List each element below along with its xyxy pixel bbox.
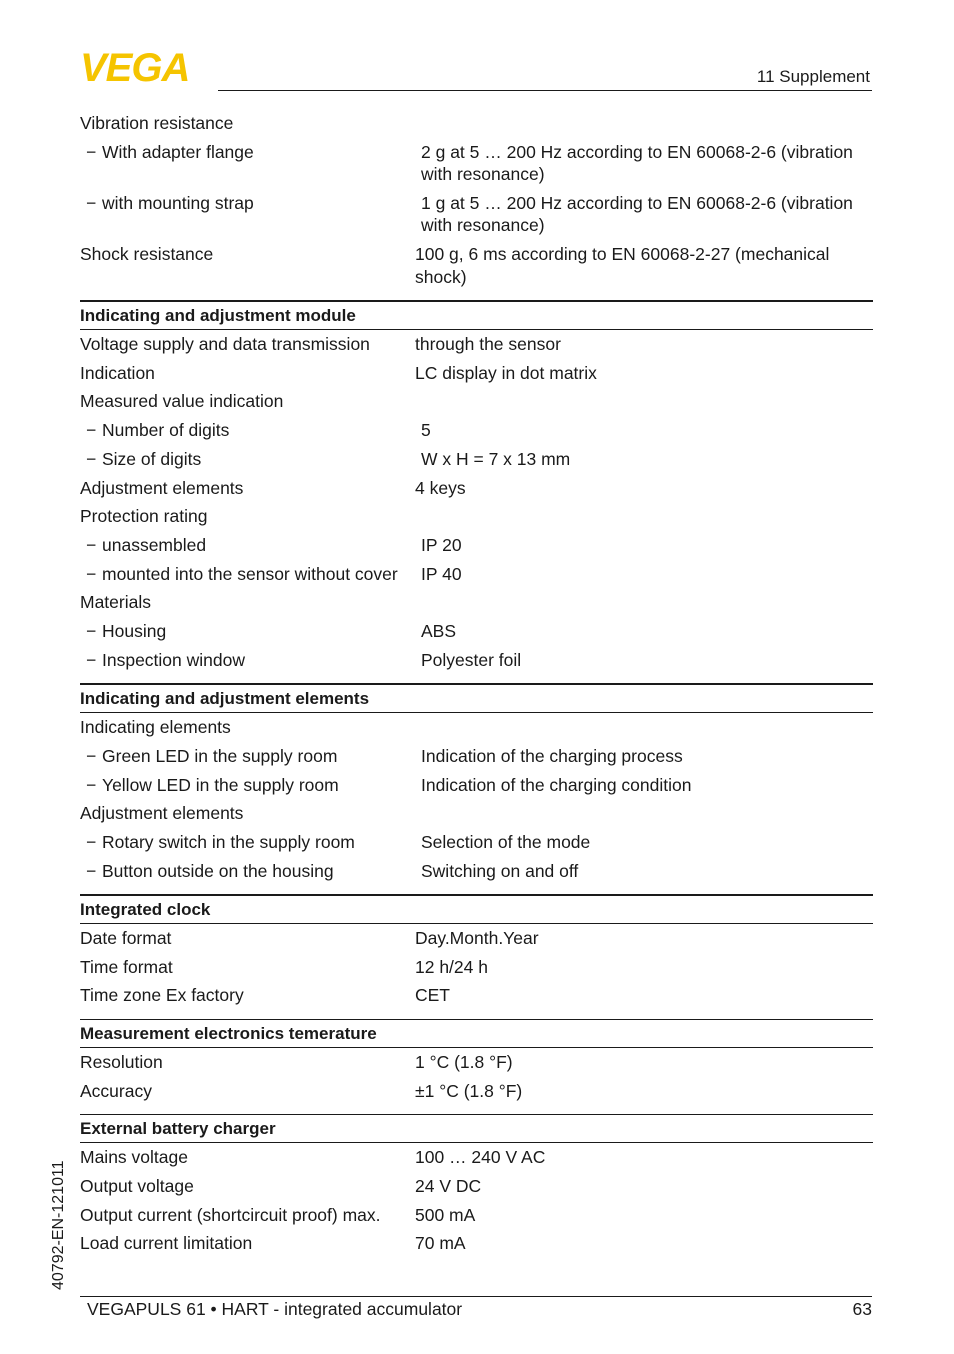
spec-value (415, 505, 873, 528)
spec-label-text: Measured value indication (80, 391, 284, 412)
spec-value: CET (415, 985, 450, 1006)
spec-row (80, 591, 873, 614)
spec-label-text: Button outside on the housing (102, 860, 334, 881)
list-dash-icon: − (86, 860, 97, 881)
section-heading: Indicating and adjustment module (80, 300, 873, 330)
list-dash-icon: − (86, 649, 97, 670)
spec-label (80, 563, 421, 586)
footer-divider (80, 1296, 872, 1297)
spec-value: ±1 °C (1.8 °F) (415, 1080, 523, 1101)
list-dash-icon: − (86, 620, 97, 641)
list-dash-icon: − (86, 420, 97, 441)
spec-label-text: Materials (80, 592, 151, 613)
spec-row (80, 620, 873, 643)
spec-label (80, 192, 421, 237)
spec-label (80, 1175, 415, 1198)
spec-label (80, 774, 421, 797)
spec-row (80, 774, 873, 797)
spec-row (80, 390, 873, 413)
section-heading: Measurement electronics temerature (80, 1019, 873, 1048)
spec-label-text: Indicating elements (80, 717, 231, 738)
list-dash-icon: − (86, 831, 97, 852)
spec-label-text: Yellow LED in the supply room (102, 774, 339, 795)
spec-row (80, 745, 873, 768)
spec-row (80, 534, 873, 557)
header-section-title: 11 Supplement (756, 67, 870, 86)
spec-value: IP 20 (421, 534, 462, 555)
spec-row (80, 1080, 873, 1103)
page-number: 63 (852, 1299, 872, 1319)
section-heading: External battery charger (80, 1114, 873, 1143)
spec-label-text: Inspection window (102, 649, 245, 670)
spec-row (80, 1175, 873, 1198)
spec-value: Indication of the charging process (421, 745, 683, 766)
spec-label (80, 927, 415, 950)
spec-row (80, 831, 873, 854)
spec-row (80, 333, 873, 356)
list-dash-icon: − (86, 192, 97, 213)
spec-row (80, 1051, 873, 1074)
spec-label-text: Number of digits (102, 420, 230, 441)
spec-row (80, 927, 873, 950)
list-dash-icon: − (86, 534, 97, 555)
spec-label-text: Adjustment elements (80, 803, 244, 824)
footer-title: VEGAPULS 61 • HART - integrated accumulator (87, 1299, 463, 1319)
spec-value: 100 … 240 V AC (415, 1147, 546, 1168)
spec-row (80, 984, 873, 1007)
spec-value: Selection of the mode (421, 831, 591, 852)
spec-value: Day.Month.Year (415, 928, 539, 949)
spec-value (415, 716, 873, 739)
spec-label (80, 1051, 415, 1074)
spec-label-text: Output current (shortcircuit proof) max. (80, 1204, 381, 1225)
spec-value: 2 g at 5 … 200 Hz according to EN 60068-2-6 (vibration with resonance) (421, 141, 853, 185)
spec-label (80, 1080, 415, 1103)
spec-row (80, 477, 873, 500)
spec-label-text: Housing (102, 620, 167, 641)
spec-value: 70 mA (415, 1233, 466, 1254)
spec-row (80, 802, 873, 825)
header-divider (218, 90, 872, 91)
spec-value: Polyester foil (421, 649, 522, 670)
spec-value: 1 g at 5 … 200 Hz according to EN 60068-2-6 (vibration with resonance) (421, 192, 853, 236)
list-dash-icon: − (86, 563, 97, 584)
spec-row (80, 860, 873, 883)
spec-row (80, 649, 873, 672)
spec-value: 4 keys (415, 477, 466, 498)
spec-label-text: Load current limitation (80, 1233, 253, 1254)
spec-value: 500 mA (415, 1204, 476, 1225)
spec-label-text: Accuracy (80, 1080, 152, 1101)
spec-label-text: with mounting strap (102, 192, 254, 213)
spec-row (80, 448, 873, 471)
spec-table (80, 112, 873, 1261)
spec-row (80, 419, 873, 442)
spec-label-text: Size of digits (102, 448, 202, 469)
spec-label-text: Green LED in the supply room (102, 745, 338, 766)
spec-label-text: Rotary switch in the supply room (102, 831, 355, 852)
spec-label-text: Voltage supply and data transmission (80, 334, 370, 355)
section-heading: Indicating and adjustment elements (80, 683, 873, 713)
spec-row (80, 956, 873, 979)
spec-value (415, 112, 873, 135)
spec-label (80, 956, 415, 979)
spec-row (80, 192, 873, 237)
spec-row (80, 1146, 873, 1169)
spec-row (80, 505, 873, 528)
spec-label-text: Mains voltage (80, 1147, 188, 1168)
spec-label (80, 716, 415, 739)
spec-row (80, 112, 873, 135)
spec-label (80, 802, 415, 825)
spec-value: LC display in dot matrix (415, 362, 597, 383)
spec-label-text: Time zone Ex factory (80, 985, 244, 1006)
spec-value: Switching on and off (421, 860, 579, 881)
spec-label (80, 591, 415, 614)
spec-value: 100 g, 6 ms according to EN 60068-2-27 (mechanical shock) (415, 244, 830, 287)
spec-label (80, 477, 415, 500)
spec-value: 5 (421, 420, 431, 441)
section-heading: Integrated clock (80, 894, 873, 924)
spec-label-text: unassembled (102, 534, 207, 555)
spec-label (80, 620, 421, 643)
list-dash-icon: − (86, 141, 97, 162)
spec-label (80, 649, 421, 672)
spec-row (80, 1204, 873, 1227)
spec-label-text: Time format (80, 956, 173, 977)
spec-label-text: Resolution (80, 1051, 163, 1072)
spec-label-text: mounted into the sensor without cover (102, 563, 398, 584)
spec-label (80, 831, 421, 854)
spec-row (80, 362, 873, 385)
spec-label-text: With adapter flange (102, 141, 254, 162)
spec-value (415, 390, 873, 413)
spec-label (80, 1204, 415, 1227)
document-code: 40792-EN-121011 (50, 1160, 67, 1290)
spec-row (80, 1232, 873, 1255)
list-dash-icon: − (86, 774, 97, 795)
spec-row (80, 141, 873, 186)
spec-value: 12 h/24 h (415, 956, 488, 977)
spec-label (80, 984, 415, 1007)
spec-label (80, 860, 421, 883)
spec-row (80, 563, 873, 586)
spec-label-text: Protection rating (80, 506, 208, 527)
spec-label-text: Adjustment elements (80, 477, 244, 498)
spec-value: Indication of the charging condition (421, 774, 692, 795)
logo-wordmark: VEGA (80, 50, 190, 84)
spec-value: 24 V DC (415, 1175, 482, 1196)
spec-label (80, 745, 421, 768)
spec-label (80, 448, 421, 471)
spec-label (80, 112, 415, 135)
list-dash-icon: − (86, 448, 97, 469)
spec-label (80, 505, 415, 528)
spec-value: 1 °C (1.8 °F) (415, 1051, 513, 1072)
spec-label (80, 141, 421, 186)
spec-label-text: Date format (80, 928, 172, 949)
spec-label (80, 1146, 415, 1169)
spec-label (80, 390, 415, 413)
spec-value: W x H = 7 x 13 mm (421, 448, 571, 469)
spec-label-text: Output voltage (80, 1175, 194, 1196)
spec-label (80, 534, 421, 557)
spec-label-text: Vibration resistance (80, 113, 234, 133)
spec-label-text: Indication (80, 362, 155, 383)
spec-row (80, 243, 873, 288)
spec-value: IP 40 (421, 563, 462, 584)
spec-value: through the sensor (415, 334, 561, 355)
vega-logo (80, 50, 212, 84)
spec-label (80, 1232, 415, 1255)
spec-label (80, 362, 415, 385)
spec-label (80, 419, 421, 442)
list-dash-icon: − (86, 745, 97, 766)
spec-label (80, 333, 415, 356)
spec-value (415, 591, 873, 614)
spec-value (415, 802, 873, 825)
spec-row (80, 716, 873, 739)
spec-label (80, 243, 415, 288)
spec-value: ABS (421, 620, 457, 641)
spec-label-text: Shock resistance (80, 244, 214, 265)
